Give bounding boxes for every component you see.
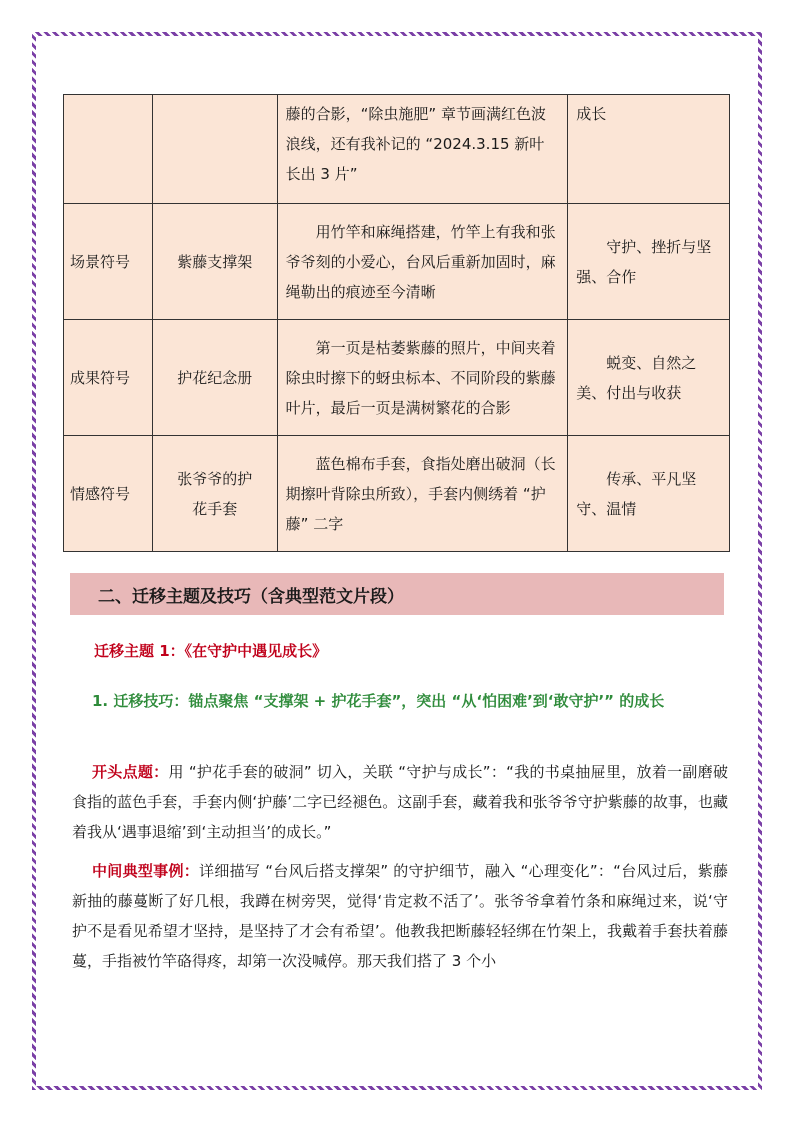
- opening-lead: 开头点题：: [92, 763, 169, 781]
- section-heading: 二、迁移主题及技巧（含典型范文片段）: [70, 573, 724, 615]
- middle-text: 详细描写 “台风后搭支撑架” 的守护细节，融入 “心理变化”：“台风过后，紫藤新抽的藤蔓断了好几根，我蹲在树旁哭，觉得‘肯定救不活了’。张爷爷拿着竹条和麻绳过来，说‘守护不是看见希望才坚持，是坚持了才会有希望’。他教我把断藤轻轻绑在竹架上，我戴着手套扶着藤蔓，手指被竹竿硌得疼，却第一次没喊停。那天我们搭了 3 个小: [72, 862, 728, 970]
- opening-text: 用 “护花手套的破洞” 切入，关联 “守护与成长”：“我的书桌抽屉里，放着一副磨破食指的蓝色手套，手套内侧‘护藤’二字已经褪色。这副手套，藏着我和张爷爷守护紫藤的故事，也藏着我从‘遇事退缩’到‘主动担当’的成长。”: [72, 763, 728, 841]
- table-row: [64, 436, 730, 552]
- table-row: [64, 95, 730, 204]
- symbol-desc-cell: 用竹竿和麻绳搭建，竹竿上有我和张爷爷刻的小爱心，台风后重新加固时，麻绳勒出的痕迹至今清晰: [277, 204, 568, 320]
- middle-lead: 中间典型事例：: [92, 862, 200, 880]
- symbol-type-cell: 情感符号: [64, 436, 153, 552]
- symbol-name-cell: 紫藤支撑架: [152, 204, 277, 320]
- table-row: [64, 320, 730, 436]
- symbol-name-cell: 护花纪念册: [152, 320, 277, 436]
- table-row: [64, 204, 730, 320]
- symbol-name-cell: 张爷爷的护花手套: [152, 436, 277, 552]
- technique-heading: 1. 迁移技巧：锚点聚焦 “支撑架 + 护花手套”，突出 “从‘怕困难’到‘敢守护’” 的成长: [92, 692, 665, 710]
- opening-paragraph: [72, 757, 728, 847]
- symbol-desc-cell: 藤的合影，“除虫施肥” 章节画满红色波浪线，还有我补记的 “2024.3.15 新叶长出 3 片”: [277, 95, 568, 204]
- symbol-meaning-cell: 守护、挫折与坚强、合作: [568, 204, 730, 320]
- symbol-meaning-cell: 蜕变、自然之美、付出与收获: [568, 320, 730, 436]
- theme-title: 迁移主题 1：《在守护中遇见成长》: [94, 642, 328, 660]
- middle-paragraph: [72, 856, 728, 976]
- symbol-name-cell: [152, 95, 277, 204]
- symbol-desc-cell: 蓝色棉布手套，食指处磨出破洞（长期擦叶背除虫所致），手套内侧绣着 “护藤” 二字: [277, 436, 568, 552]
- symbol-type-cell: 成果符号: [64, 320, 153, 436]
- symbol-type-cell: 场景符号: [64, 204, 153, 320]
- symbol-table: [63, 94, 730, 552]
- symbol-desc-cell: 第一页是枯萎紫藤的照片，中间夹着除虫时擦下的蚜虫标本、不同阶段的紫藤叶片，最后一页是满树繁花的合影: [277, 320, 568, 436]
- symbol-type-cell: [64, 95, 153, 204]
- symbol-meaning-cell: 成长: [568, 95, 730, 204]
- symbol-meaning-cell: 传承、平凡坚守、温情: [568, 436, 730, 552]
